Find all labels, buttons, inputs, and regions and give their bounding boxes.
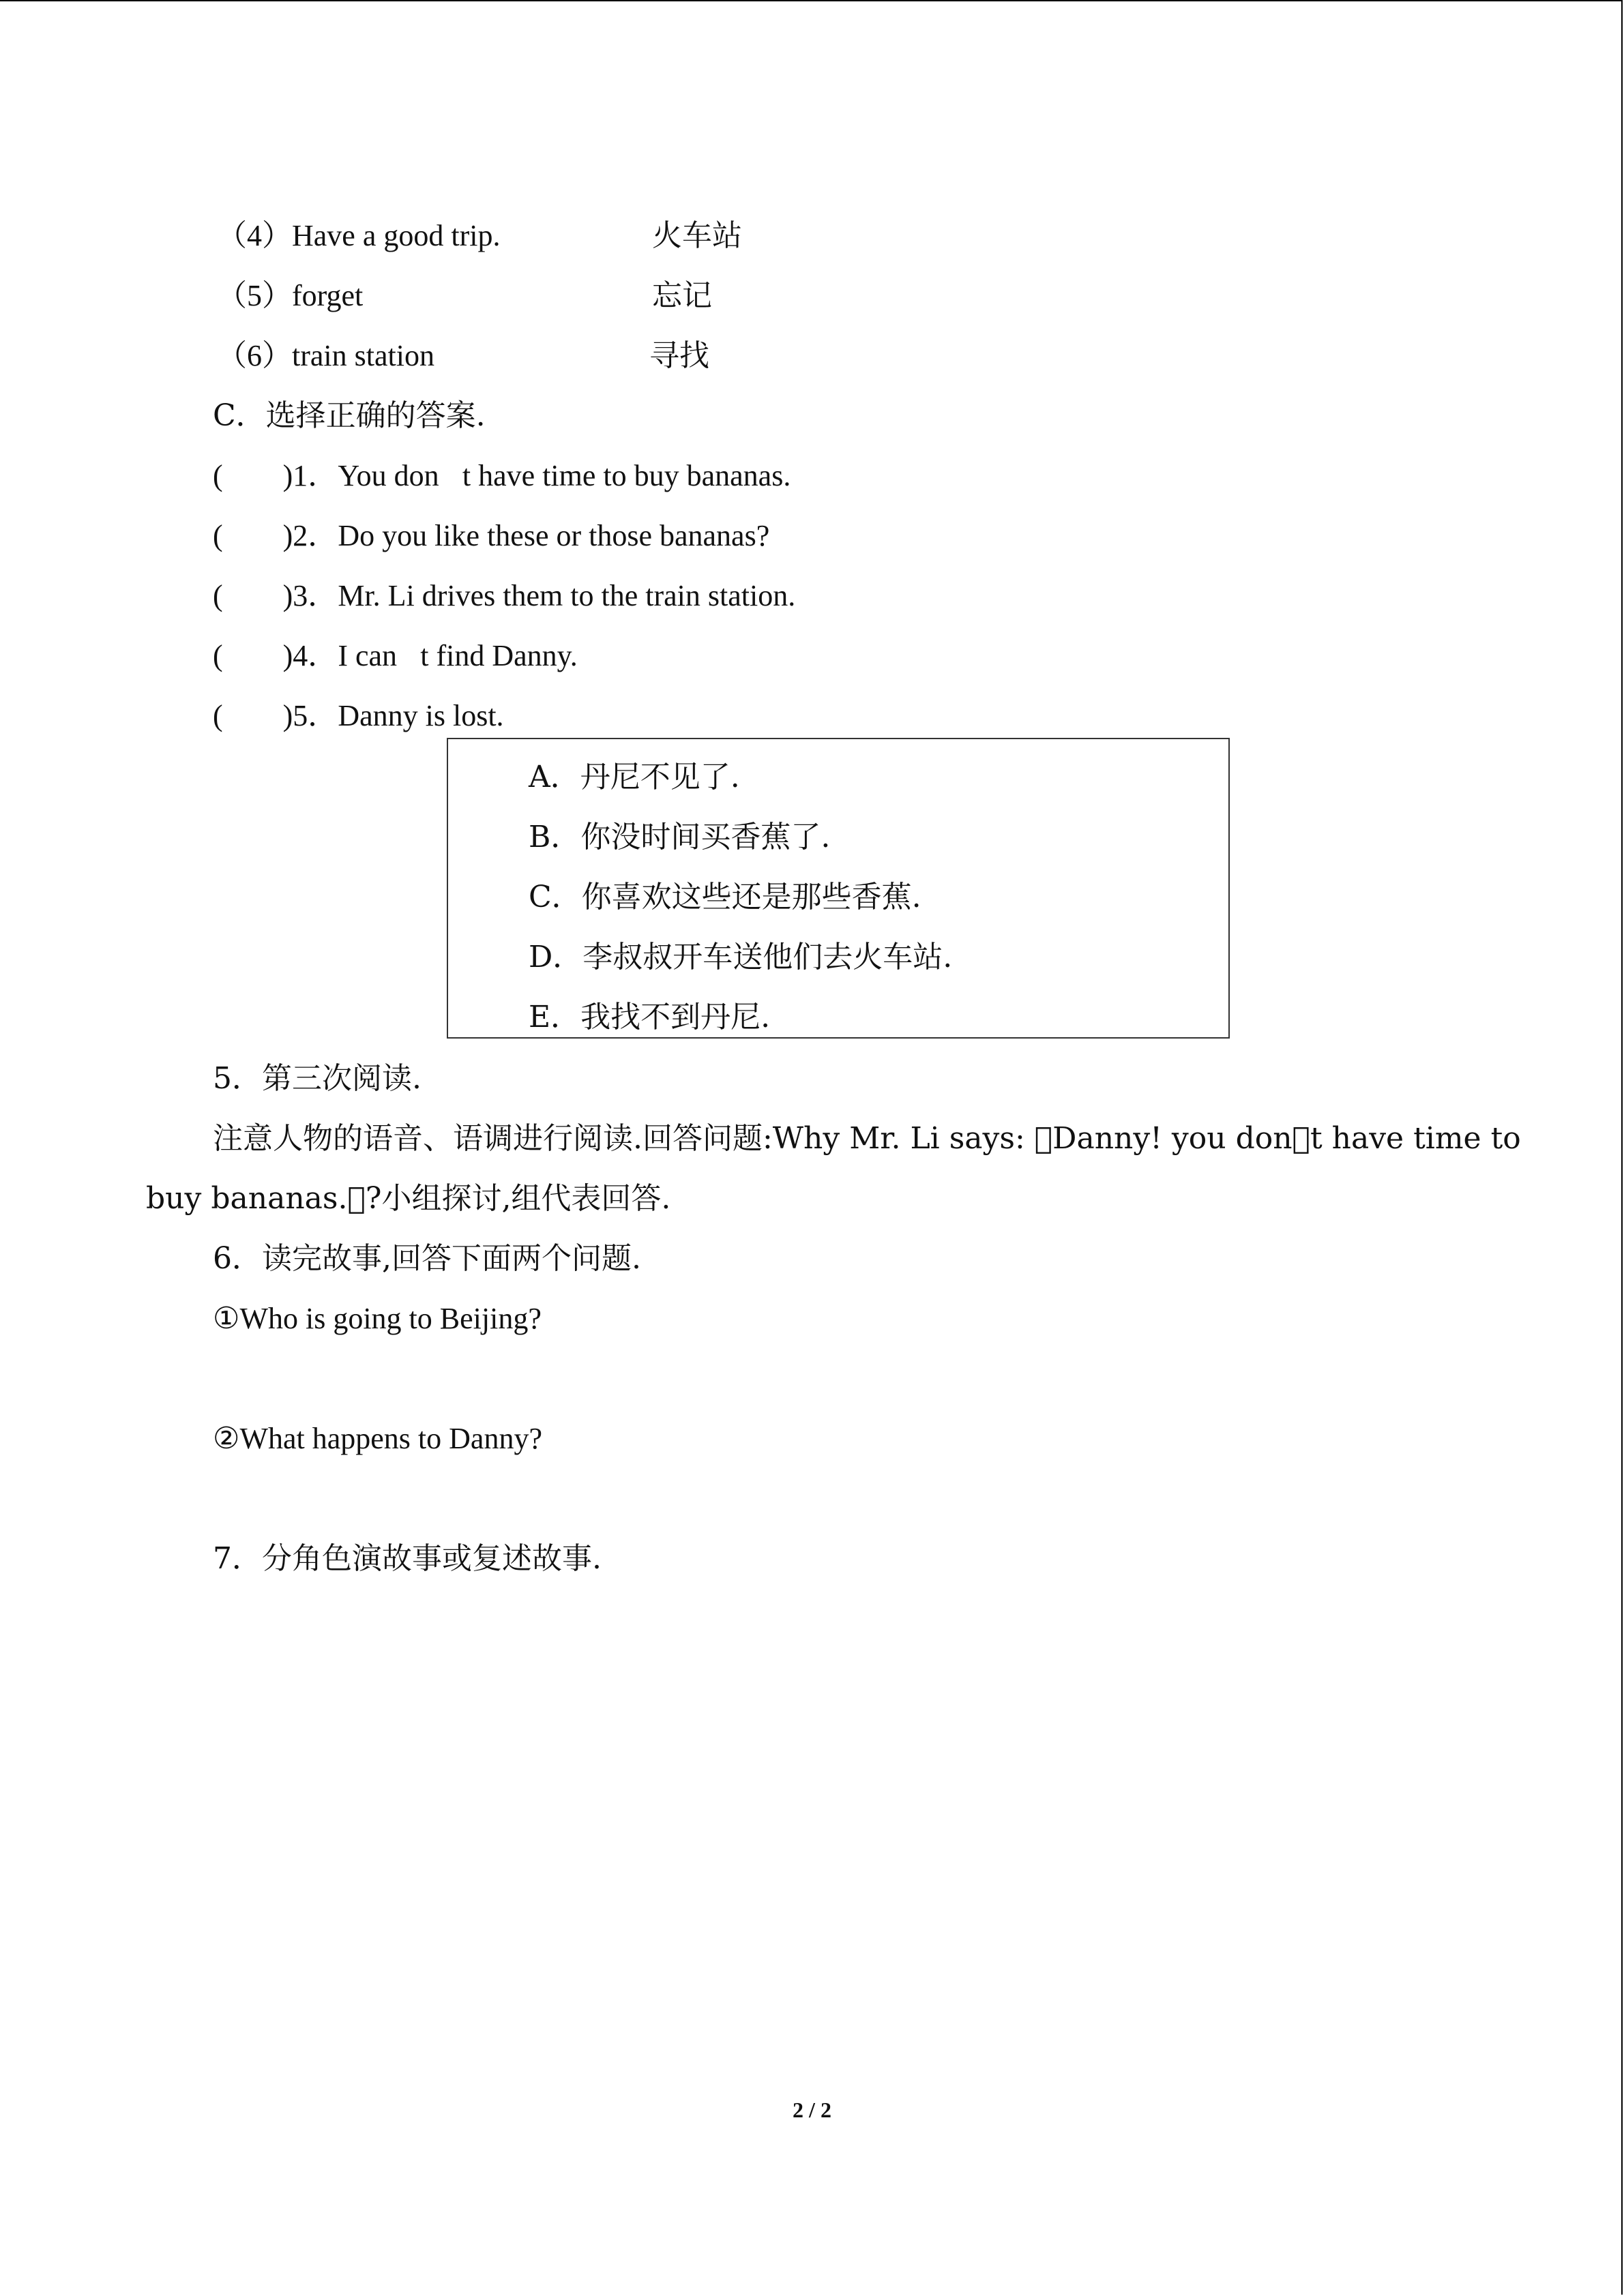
answer-bracket[interactable]: ( )2． xyxy=(213,519,338,552)
option-d: D．李叔叔开车送他们去火车站. xyxy=(529,940,953,974)
step7-heading: 7．分角色演故事或复述故事. xyxy=(213,1541,602,1576)
match-left-4: （4）Have a good trip. xyxy=(217,219,501,252)
question-row xyxy=(213,457,791,495)
question-row xyxy=(213,517,769,555)
question-row xyxy=(213,577,795,615)
step6-question-2: ②What happens to Danny? xyxy=(213,1422,542,1455)
question-text: Danny is lost. xyxy=(338,699,504,732)
option-a: A．丹尼不见了. xyxy=(529,760,740,794)
question-text: I can t find Danny. xyxy=(338,639,578,672)
question-text: Do you like these or those bananas? xyxy=(338,519,770,552)
match-right-4: 火车站 xyxy=(652,218,742,253)
match-left-6: （6）train station xyxy=(217,339,434,372)
answer-bracket[interactable]: ( )3． xyxy=(213,579,338,612)
step5-heading: 5．第三次阅读. xyxy=(213,1061,422,1096)
match-right-6: 寻找 xyxy=(649,338,709,373)
match-right-5: 忘记 xyxy=(652,278,712,313)
option-b: B．你没时间买香蕉了. xyxy=(529,820,831,854)
step5-paragraph-line2: buy bananas. ?小组探讨,组代表回答. xyxy=(146,1181,671,1216)
step5-paragraph-line1: 注意人物的语音、语调进行阅读.回答问题:Why Mr. Li says:  Danny! you don t have time to xyxy=(213,1121,1521,1156)
option-c: C．你喜欢这些还是那些香蕉. xyxy=(529,880,921,914)
answer-bracket[interactable]: ( )4． xyxy=(213,639,338,672)
page-number: 2 / 2 xyxy=(793,2098,831,2122)
match-left-5: （5）forget xyxy=(217,279,364,312)
step6-heading: 6．读完故事,回答下面两个问题. xyxy=(213,1241,641,1276)
question-text: You don t have time to buy bananas. xyxy=(338,459,791,492)
options-box xyxy=(447,738,1230,1039)
question-row xyxy=(213,637,578,675)
question-text: Mr. Li drives them to the train station. xyxy=(338,579,796,612)
step6-question-1: ①Who is going to Beijing? xyxy=(213,1302,542,1335)
question-row xyxy=(213,697,504,735)
option-e: E．我找不到丹尼. xyxy=(529,1000,771,1034)
answer-bracket[interactable]: ( )1． xyxy=(213,459,338,492)
section-c-heading: C．选择正确的答案. xyxy=(213,398,486,433)
answer-bracket[interactable]: ( )5． xyxy=(213,699,338,732)
